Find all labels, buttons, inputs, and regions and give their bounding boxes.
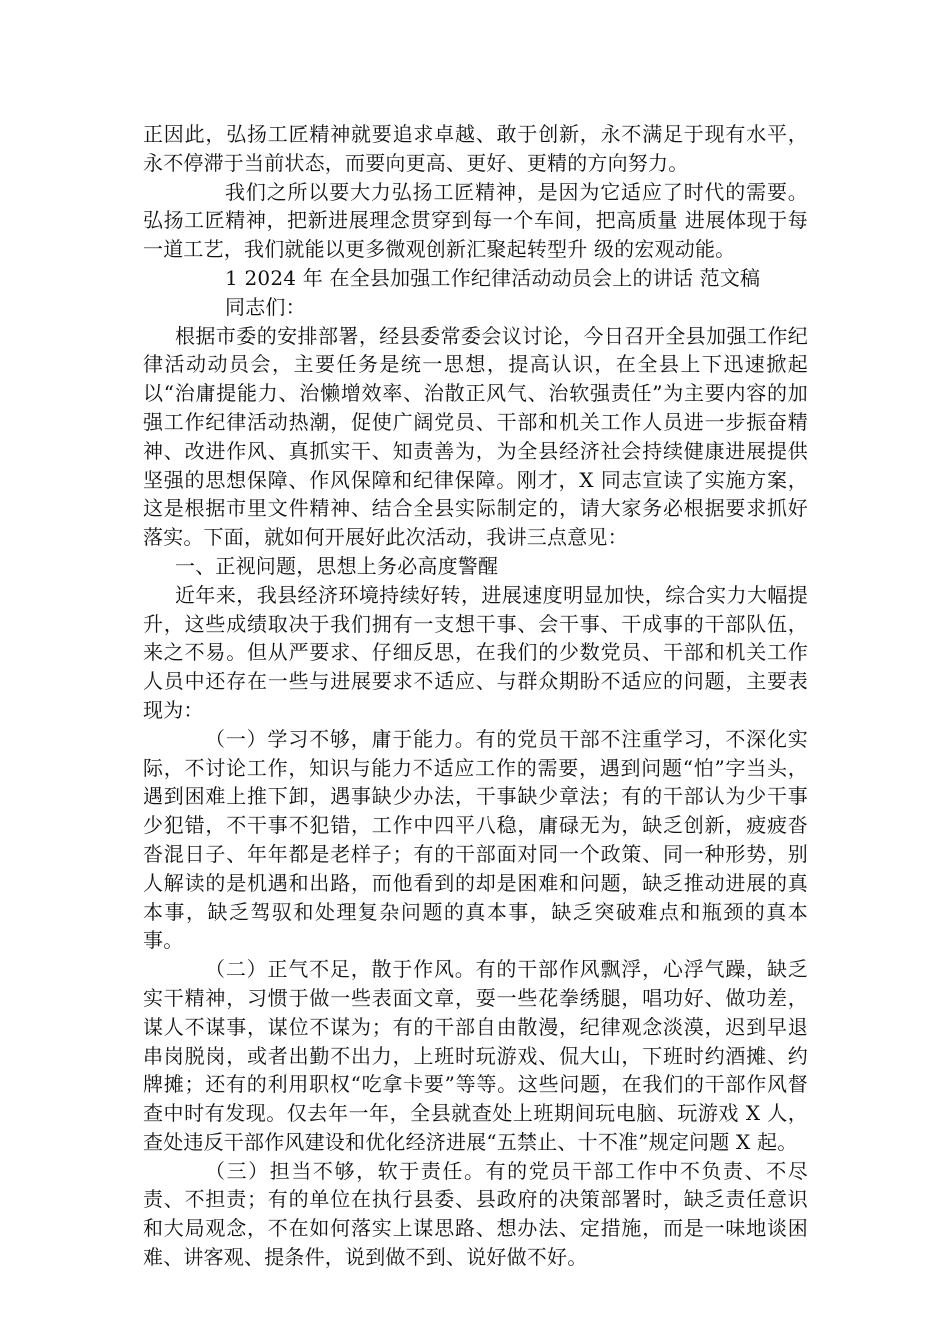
paragraph-craftsman-spirit-2: 我们之所以要大力弘扬工匠精神，是因为它适应了时代的需要。弘扬工匠精神，把新进展理念贯穿到每一个车间，把高质量 进展体现于每一道工艺，我们就能以更多微观创新汇聚起转型升 级的宏观动能。: [143, 179, 808, 262]
section-heading-1: 一、正视问题，思想上务必高度警醒: [175, 553, 499, 578]
paragraph-introduction: 根据市委的安排部署，经县委常委会议讨论，今日召开全县加强工作纪律活动动员会，主要任务是统一思想，提高认识，在全县上下迅速掀起以“治庸提能力、治懒增效率、治散正风气、治软强责任”为主要内容的加强工作纪律活动热潮，促使广阔党员、干部和机关工作人员进一步振奋精神、改进作风、真抓实干、知责善为，为全县经济社会持续健康进展提供坚强的思想保障、作风保障和纪律保障。刚才，X 同志宣读了实施方案，这是根据市里文件精神、结合全县实际制定的，请大家务必根据要求抓好落实。下面，就如何开展好此次活动，我讲三点意见：: [143, 323, 808, 550]
paragraph-craftsman-spirit-1: 正因此，弘扬工匠精神就要追求卓越、敢于创新，永不满足于现有水平，永不停滞于当前状态，而要向更高、更好、更精的方向努力。: [143, 122, 808, 175]
paragraph-issue-1: （一）学习不够，庸于能力。有的党员干部不注重学习，不深化实际，不讨论工作，知识与能力不适应工作的需要，遇到问题“怕”字当头，遇到困难上推下卸，遇事缺少办法，干事缺少章法；有的干部认为少干事少犯错，不干事不犯错，工作中四平八稳，庸碌无为，缺乏创新，疲疲沓沓混日子、年年都是老样子；有的干部面对同一个政策、同一种形势，别人解读的是机遇和出路，而他看到的却是困难和问题，缺乏推动进展的真本事，缺乏驾驭和处理复杂问题的真本事，缺乏突破难点和瓶颈的真本事。: [143, 726, 808, 953]
document-page: [143, 120, 808, 1272]
paragraph-section-1-intro: 近年来，我县经济环境持续好转，进展速度明显加快，综合实力大幅提升，这些成绩取决于我们拥有一支想干事、会干事、干成事的干部队伍，来之不易。但从严要求、仔细反思，在我们的少数党员、干部和机关工作人员中还存在一些与进展要求不适应、与群众期盼不适应的问题，主要表现为：: [143, 582, 808, 722]
salutation: 同志们：: [225, 294, 306, 319]
speech-title: 1 2024 年 在全县加强工作纪律活动动员会上的讲话 范文稿: [225, 265, 761, 290]
paragraph-issue-3: （三）担当不够，软于责任。有的党员干部工作中不负责、不尽责、不担责；有的单位在执行县委、县政府的决策部署时，缺乏责任意识和大局观念，不在如何落实上谋思路、想办法、定措施，而是一味地谈困难、讲客观、提条件，说到做不到、说好做不好。: [143, 1158, 808, 1270]
paragraph-issue-2: （二）正气不足，散于作风。有的干部作风飘浮，心浮气躁，缺乏实干精神，习惯于做一些表面文章，耍一些花拳绣腿，唱功好、做功差，谋人不谋事，谋位不谋为；有的干部自由散漫，纪律观念淡漠，迟到早退串岗脱岗，或者出勤不出力，上班时玩游戏、侃大山，下班时约酒摊、约牌摊；还有的利用职权“吃拿卡要”等等。这些问题，在我们的干部作风督查中时有发现。仅去年一年，全县就查处上班期间玩电脑、玩游戏 X 人，查处违反干部作风建设和优化经济进展“五禁止、十不准”规定问题 X 起。: [143, 957, 808, 1154]
